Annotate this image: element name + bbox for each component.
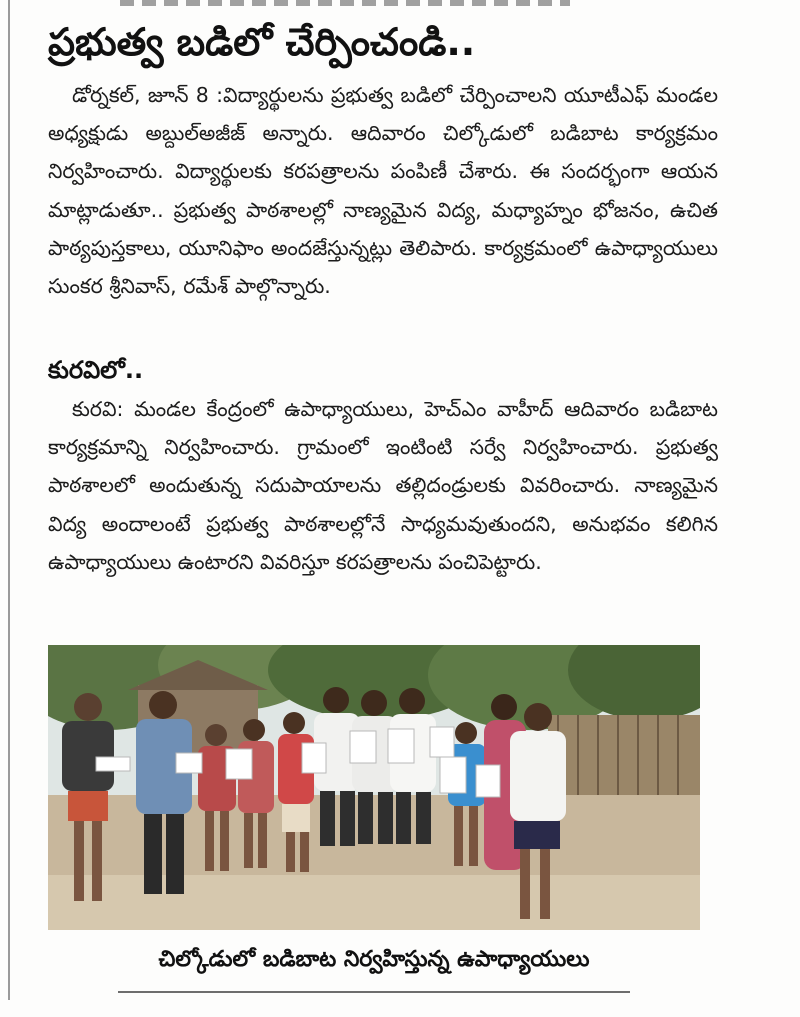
photo-caption: చిల్కోడులో బడిబాట నిర్వహిస్తున్న ఉపాధ్యాయులు xyxy=(158,947,590,972)
previous-article-fragment xyxy=(120,0,570,6)
article-subheading: కురవిలో.. xyxy=(48,356,144,384)
article-paragraph-1: డోర్నకల్, జూన్ 8 :విద్యార్థులను ప్రభుత్వ బడిలో చేర్పించాలని యూటీఎఫ్ మండల అధ్యక్షుడు అబ్దుల్అజీజ్ అన్నారు. ఆదివారం చిల్కోడులో బడిబాట కార్యక్రమం నిర్వహించారు. విద్యార్థులకు కరపత్రాలను పంపిణీ చేశారు. ఈ సందర్భంగా ఆయన మాట్లాడుతూ.. ప్రభుత్వ పాఠశాలల్లో నాణ్యమైన విద్య, మధ్యాహ్నం భోజనం, ఉచిత పాఠ్యపుస్తకాలు, యూనిఫాం అందజేస్తున్నట్లు తెలిపారు. కార్యక్రమంలో ఉపాధ్యాయులు సుంకర శ్రీనివాస్, రమేశ్ పాల్గొన్నారు. xyxy=(48,83,718,299)
article-headline: ప్రభుత్వ బడిలో చేర్పించండి.. xyxy=(48,20,476,64)
article-paragraph-2: కురవి: మండల కేంద్రంలో ఉపాధ్యాయులు, హెచ్ఎం వాహీద్ ఆదివారం బడిబాట కార్యక్రమాన్ని నిర్వహించారు. గ్రామంలో ఇంటింటి సర్వే నిర్వహించారు. ప్రభుత్వ పాఠశాలలో అందుతున్న సదుపాయాలను తల్లిదండ్రులకు వివరించారు. నాణ్యమైన విద్య అందాలంటే ప్రభుత్వ పాఠశాలల్లోనే సాధ్యమవుతుందని, అనుభవం కలిగిన ఉపాధ్యాయులు ఉంటారని వివరిస్తూ కరపత్రాలను పంచిపెట్టారు. xyxy=(48,397,718,574)
group-photo-illustration xyxy=(48,645,700,930)
column-divider xyxy=(8,0,10,1000)
caption-underline xyxy=(118,991,630,993)
news-photo xyxy=(48,645,700,930)
